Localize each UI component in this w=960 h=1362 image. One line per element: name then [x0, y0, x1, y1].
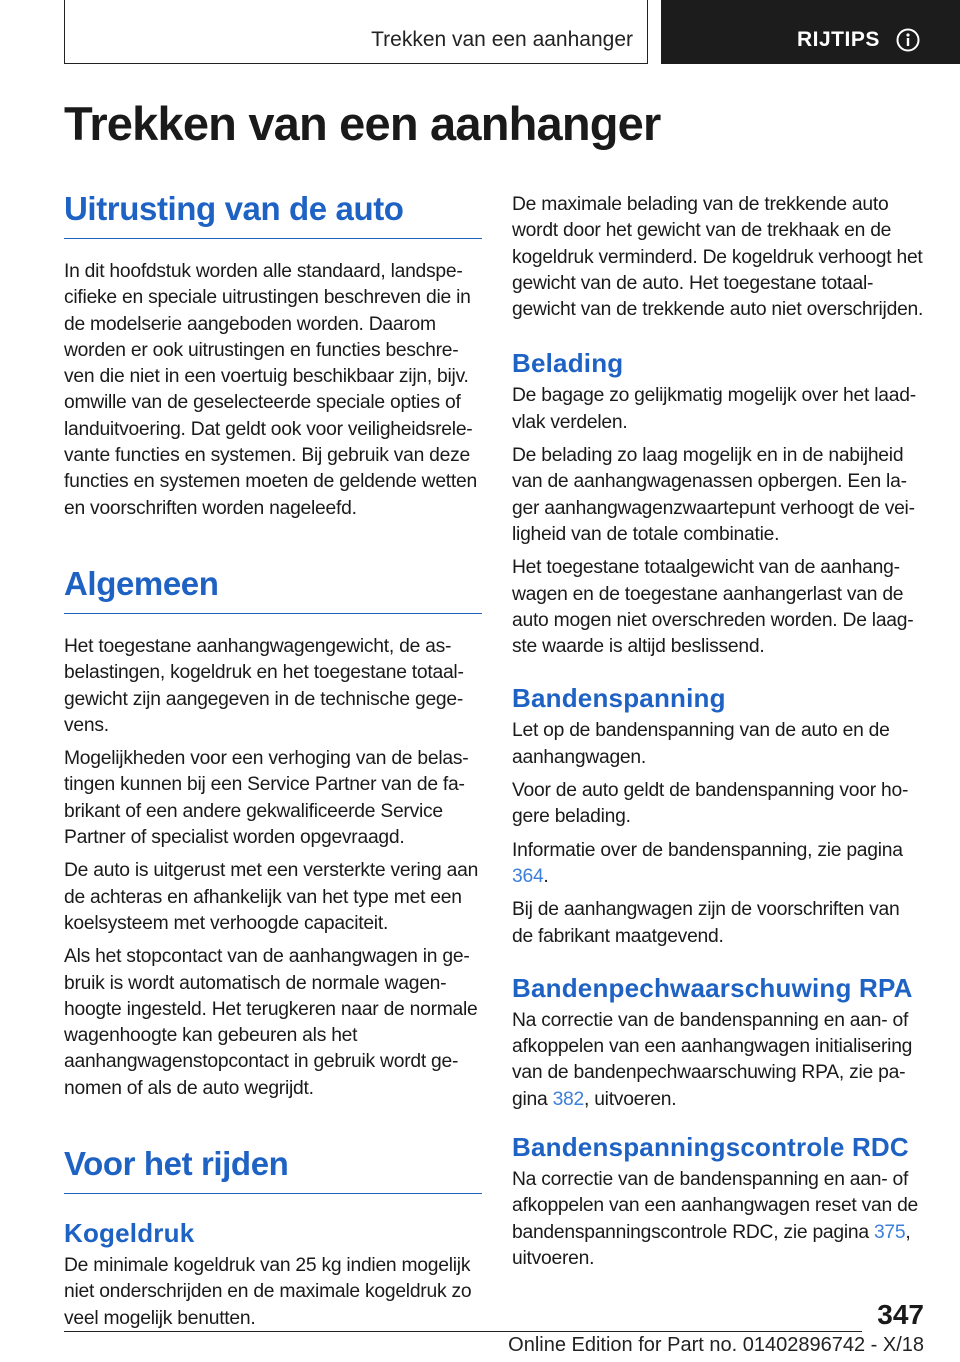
text: , uitvoeren.	[512, 1221, 911, 1269]
header-section-tab[interactable]	[661, 0, 960, 64]
section-heading-uitrusting: Uitrusting van de auto	[64, 190, 482, 239]
header-section-label: RIJTIPS	[797, 28, 880, 51]
paragraph: Mogelijkheden voor een verhoging van de belastingen kunnen bij een Service Partner van de fabrikant of een andere gekwalificeerde Service Partner of specialist worden opgevraagd.	[64, 748, 469, 849]
paragraph: Let op de bandenspanning van de auto en de aanhangwagen.	[512, 720, 890, 768]
paragraph: Het toegestane totaalgewicht van de aanhangwagen en de toegestane aanhangerlast van de auto mogen niet overschreden worden. De laagste waarde is altijd beslissend.	[512, 557, 914, 658]
paragraph: Het toegestane aanhangwagengewicht, de asbelastingen, kogeldruk en het toegestane totaalgewicht zijn aangegeven in de technische gegevens.	[64, 635, 464, 736]
paragraph: De belading zo laag mogelijk en in de nabijheid van de aanhangwagenassen opbergen. Een lager aanhangwagenzwaartepunt verhoogt de veiligheid van de totale combinatie.	[512, 445, 916, 545]
header-chapter-title: Trekken van een aanhanger	[371, 28, 633, 51]
subheading-rpa: Bandenpechwaarschuwing RPA	[512, 972, 913, 1003]
text: .	[543, 865, 549, 887]
page-title: Trekken van een aanhanger	[64, 97, 661, 150]
paragraph: De bagage zo gelijkmatig mogelijk over het laadvlak verdelen.	[512, 385, 917, 433]
right-column	[512, 192, 924, 1279]
subheading-bandenspanning: Bandenspanning	[512, 683, 726, 714]
subheading-belading: Belading	[512, 348, 624, 379]
paragraph-with-link	[512, 1167, 924, 1272]
footer-divider	[64, 1331, 862, 1332]
header-chapter-box	[64, 0, 648, 64]
left-column	[64, 190, 482, 1339]
paragraph: De auto is uitgerust met een versterkte vering aan de achteras en afhankelijk van het type met een koelsysteem met verhoogde capaciteit.	[64, 860, 479, 934]
text: Na correctie van de bandenspanning en aan- of afkoppelen van een aanhangwagen reset van de bandenspanningscontrole RDC, zie pagina	[512, 1169, 919, 1243]
paragraph: De minimale kogeldruk van 25 kg indien mogelijk niet onderschrijden en de maximale kogeldruk zo veel mogelijk benutten.	[64, 1255, 472, 1329]
paragraph: Voor de auto geldt de bandenspanning voor hogere belading.	[512, 780, 909, 828]
page-link-382[interactable]: 382	[552, 1088, 584, 1110]
section-heading-algemeen: Algemeen	[64, 565, 482, 614]
subheading-kogeldruk: Kogeldruk	[64, 1218, 195, 1249]
section-heading-voor-het-rijden: Voor het rijden	[64, 1145, 482, 1194]
page-link-364[interactable]: 364	[512, 865, 544, 887]
subheading-rdc: Bandenspanningscontrole RDC	[512, 1132, 909, 1163]
paragraph: Bij de aanhangwagen zijn de voorschriften van de fabrikant maatgevend.	[512, 899, 900, 947]
paragraph-with-link	[512, 1008, 924, 1113]
paragraph: De maximale belading van de trekkende auto wordt door het gewicht van de trekhaak en de kogeldruk verminderd. De kogeldruk verhoogt het gewicht van de auto. Het toegestane totaalgewicht van de trekkende auto niet overschrijden.	[512, 194, 924, 321]
text: Na correctie van de bandenspanning en aan- of afkoppelen van een aanhangwagen initialisering van de bandenpechwaarschuwing RPA, zie pagina	[512, 1009, 913, 1110]
text: Informatie over de bandenspanning, zie pagina	[512, 839, 903, 861]
info-icon[interactable]	[896, 28, 920, 52]
page-number: 347	[877, 1299, 924, 1330]
paragraph-with-link	[512, 838, 924, 891]
footer-edition: Online Edition for Part no. 01402896742 - X/18	[508, 1334, 924, 1356]
text: , uitvoeren.	[583, 1088, 677, 1110]
paragraph: In dit hoofdstuk worden alle standaard, landspecifieke en speciale uitrustingen beschreven die in de modelserie aangeboden worden. Daarom worden er ook uitrustingen en functies beschreven die niet in een voertuig beschikbaar zijn, bijv. omwille van de geselecteerde speciale opties of landuitvoering. Dat geldt ook voor veiligheidsrelevante functies en systemen. Bij gebruik van deze functies en systemen moeten de geldende wetten en voorschriften worden nageleefd.	[64, 261, 477, 519]
page-link-375[interactable]: 375	[873, 1221, 906, 1243]
paragraph: Als het stopcontact van de aanhangwagen in gebruik is wordt automatisch de normale wagenhoogte ingesteld. Het terugkeren naar de normale wagenhoogte kan gebeuren als het aanhangwagenstopcontact in gebruik wordt genomen of als de auto wegrijdt.	[64, 946, 478, 1099]
